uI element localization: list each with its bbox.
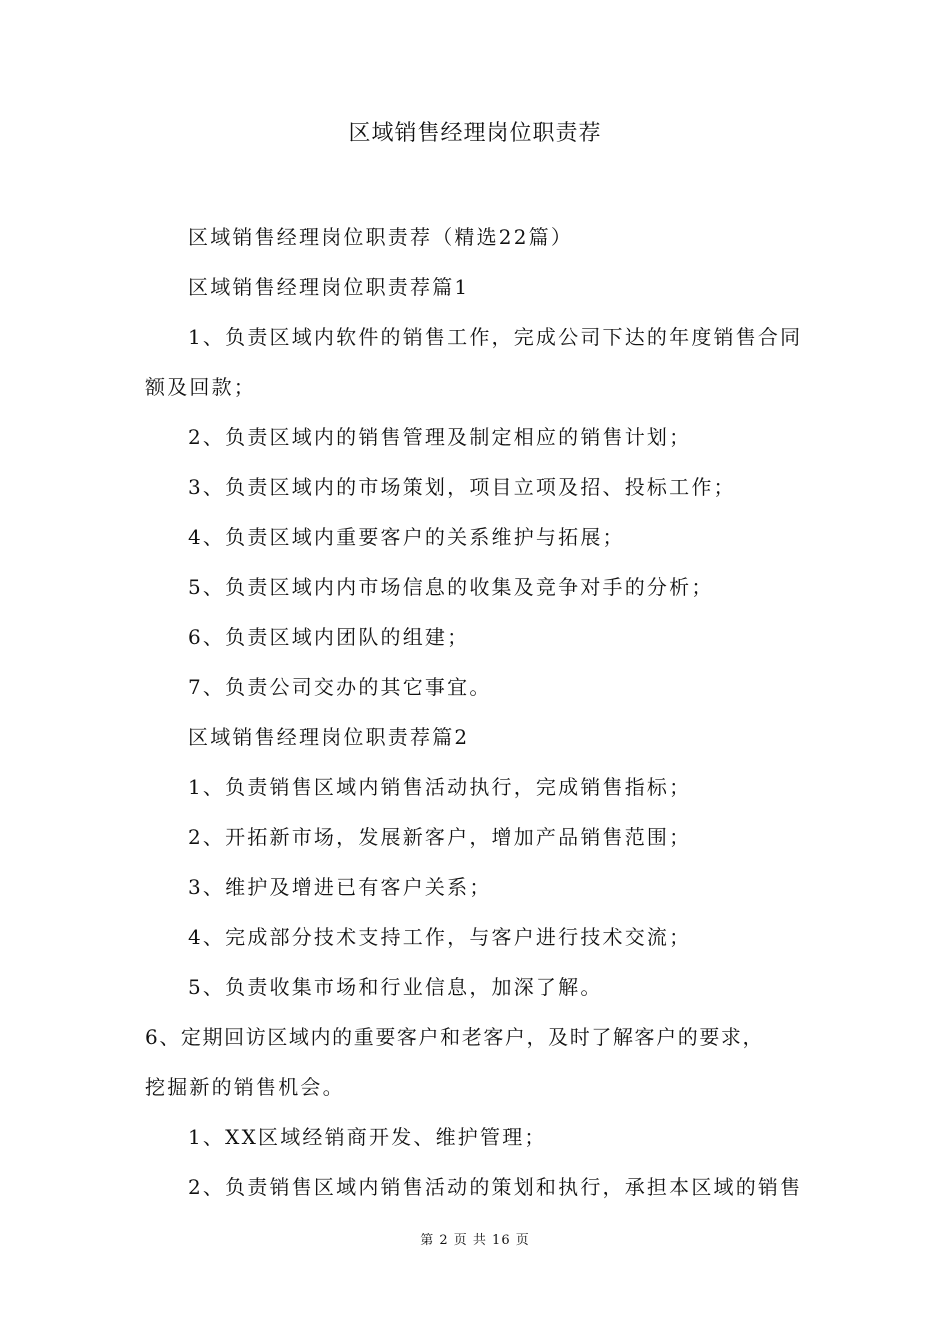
paragraph-line: 6、定期回访区域内的重要客户和老客户，及时了解客户的要求，: [145, 1025, 765, 1049]
page-title: 区域销售经理岗位职责荐: [348, 121, 602, 146]
document-heading: 区域销售经理岗位职责荐（精选22篇）: [188, 225, 574, 249]
paragraph-line: 2、负责销售区域内销售活动的策划和执行，承担本区域的销售: [188, 1175, 803, 1199]
section-heading-1: 区域销售经理岗位职责荐篇1: [188, 275, 470, 299]
paragraph-line: 6、负责区域内团队的组建；: [188, 625, 470, 649]
paragraph-line: 5、负责区域内内市场信息的收集及竞争对手的分析；: [188, 575, 714, 599]
paragraph-line: 1、XX区域经销商开发、维护管理；: [188, 1125, 547, 1149]
paragraph-line: 7、负责公司交办的其它事宜。: [188, 675, 492, 699]
paragraph-line-continued: 挖掘新的销售机会。: [145, 1075, 345, 1099]
paragraph-line-continued: 额及回款；: [145, 375, 256, 399]
paragraph-line: 1、负责区域内软件的销售工作，完成公司下达的年度销售合同: [188, 325, 803, 349]
paragraph-line: 5、负责收集市场和行业信息，加深了解。: [188, 975, 603, 999]
paragraph-line: 3、负责区域内的市场策划，项目立项及招、投标工作；: [188, 475, 736, 499]
paragraph-line: 4、负责区域内重要客户的关系维护与拓展；: [188, 525, 625, 549]
paragraph-line: 2、开拓新市场，发展新客户，增加产品销售范围；: [188, 825, 692, 849]
paragraph-line: 4、完成部分技术支持工作，与客户进行技术交流；: [188, 925, 692, 949]
paragraph-line: 2、负责区域内的销售管理及制定相应的销售计划；: [188, 425, 692, 449]
paragraph-line: 3、维护及增进已有客户关系；: [188, 875, 492, 899]
paragraph-line: 1、负责销售区域内销售活动执行，完成销售指标；: [188, 775, 692, 799]
section-heading-2: 区域销售经理岗位职责荐篇2: [188, 725, 470, 749]
page-footer: 第 2 页 共 16 页: [420, 1233, 530, 1248]
